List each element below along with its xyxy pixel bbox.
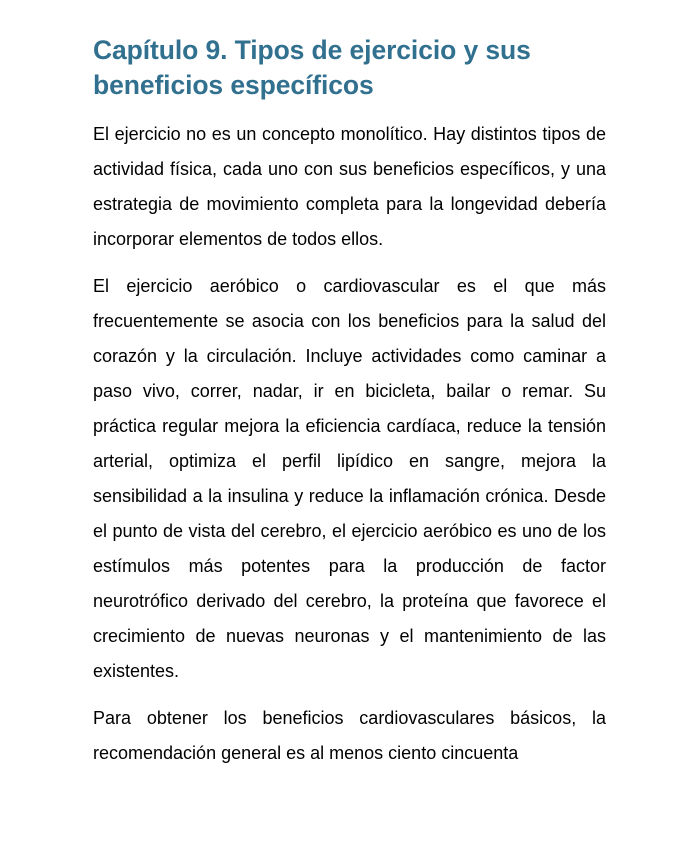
chapter-heading: Capítulo 9. Tipos de ejercicio y sus beneficios específicos — [93, 35, 531, 100]
body-paragraph-3: Para obtener los beneficios cardiovasculares básicos, la recomendación general es al menos ciento cincuenta — [93, 708, 606, 763]
body-paragraph-2: El ejercicio aeróbico o cardiovascular es el que más frecuentemente se asocia con los beneficios para la salud del corazón y la circulación. Incluye actividades como caminar a paso vivo, correr, nadar, ir en bicicleta, bailar o remar. Su práctica regular mejora la eficiencia cardíaca, reduce la tensión arterial, optimiza el perfil lipídico en sangre, mejora la sensibilidad a la insulina y reduce la inflamación crónica. Desde el punto de vista del cerebro, el ejercicio aeróbico es uno de los estímulos más potentes para la producción de factor neurotrófico derivado del cerebro, la proteína que favorece el crecimiento de nuevas neuronas y el mantenimiento de las existentes. — [93, 276, 606, 681]
text-column — [93, 0, 606, 771]
body-paragraph-1: El ejercicio no es un concepto monolítico. Hay distintos tipos de actividad física, cada uno con sus beneficios específicos, y una estrategia de movimiento completa para la longevidad debería incorporar elementos de todos ellos. — [93, 124, 606, 249]
